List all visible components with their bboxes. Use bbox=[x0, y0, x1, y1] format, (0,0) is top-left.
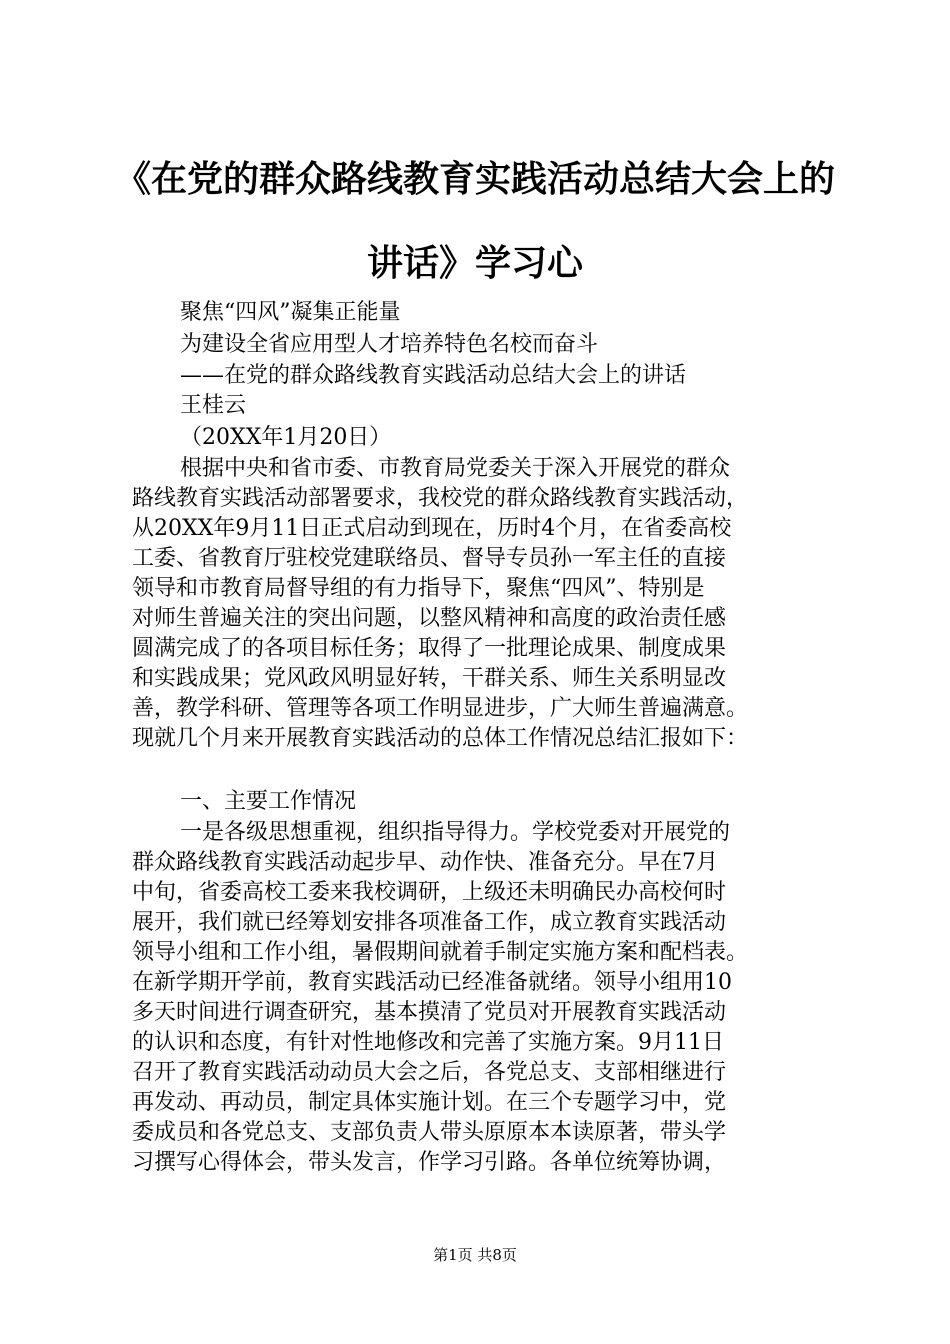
text-line: 的认识和态度，有针对性地修改和完善了实施方案。9月11日 bbox=[132, 1030, 724, 1055]
text-line: 一是各级思想重视，组织指导得力。学校党委对开展党的 bbox=[180, 820, 731, 845]
text-line: 领导和市教育局督导组的有力指导下，聚焦“四风”、特别是 bbox=[132, 576, 705, 601]
text-line: 工委、省教育厅驻校党建联络员、督导专员孙一军主任的直接 bbox=[132, 546, 727, 571]
text-line: 在新学期开学前，教育实践活动已经准备就绪。领导小组用10 bbox=[132, 970, 732, 995]
text-line: 善，教学科研、管理等各项工作明显进步，广大师生普遍满意。 bbox=[132, 696, 749, 721]
document-title-line-1: 《在党的群众路线教育实践活动总结大会上的 bbox=[114, 159, 835, 200]
section-heading: 一、主要工作情况 bbox=[180, 789, 357, 814]
text-line: 从20XX年9月11日正式启动到现在，历时4个月，在省委高校 bbox=[132, 516, 732, 541]
subtitle-speech: ——在党的群众路线教育实践活动总结大会上的讲话 bbox=[180, 363, 687, 388]
speech-date: （20XX年1月20日） bbox=[180, 425, 392, 450]
document-title-line-2: 讲话》学习心 bbox=[366, 243, 583, 284]
page-footer: 第1页 共8页 bbox=[433, 1246, 517, 1264]
text-line: 群众路线教育实践活动起步早、动作快、准备充分。早在7月 bbox=[132, 850, 718, 875]
text-line: 现就几个月来开展教育实践活动的总体工作情况总结汇报如下： bbox=[132, 726, 749, 751]
text-line: 委成员和各党总支、支部负责人带头原原本本读原著，带头学 bbox=[132, 1120, 727, 1145]
text-line: 圆满完成了的各项目标任务；取得了一批理论成果、制度成果 bbox=[132, 636, 727, 661]
text-line: 和实践成果；党风政风明显好转，干群关系、师生关系明显改 bbox=[132, 666, 727, 691]
speaker-name: 王桂云 bbox=[180, 393, 247, 418]
text-line: 多天时间进行调查研究，基本摸清了党员对开展教育实践活动 bbox=[132, 1000, 727, 1025]
paragraph-main-work bbox=[132, 818, 832, 1178]
subtitle-goal: 为建设全省应用型人才培养特色名校而奋斗 bbox=[180, 332, 599, 357]
paragraph-intro bbox=[132, 454, 832, 754]
text-line: 中旬，省委高校工委来我校调研，上级还未明确民办高校何时 bbox=[132, 880, 727, 905]
text-line: 习撰写心得体会，带头发言，作学习引路。各单位统筹协调， bbox=[132, 1150, 727, 1175]
text-line: 根据中央和省市委、市教育局党委关于深入开展党的群众 bbox=[180, 456, 731, 481]
text-line: 对师生普遍关注的突出问题，以整风精神和高度的政治责任感 bbox=[132, 606, 727, 631]
text-line: 领导小组和工作小组，暑假期间就着手制定实施方案和配档表。 bbox=[132, 940, 749, 965]
subtitle-slogan: 聚焦“四风”凝集正能量 bbox=[180, 300, 401, 325]
text-line: 召开了教育实践活动动员大会之后，各党总支、支部相继进行 bbox=[132, 1060, 727, 1085]
text-line: 再发动、再动员，制定具体实施计划。在三个专题学习中，党 bbox=[132, 1090, 727, 1115]
text-line: 展开，我们就已经筹划安排各项准备工作，成立教育实践活动 bbox=[132, 910, 727, 935]
text-line: 路线教育实践活动部署要求，我校党的群众路线教育实践活动， bbox=[132, 486, 749, 511]
